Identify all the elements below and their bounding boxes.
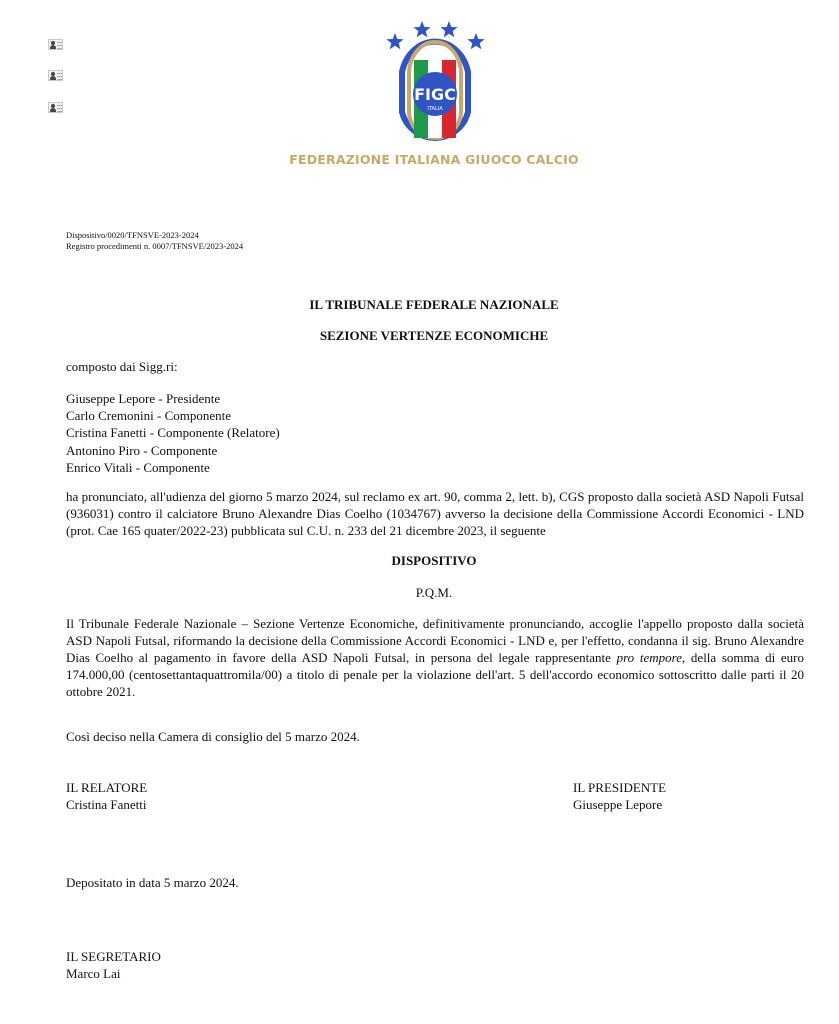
dispositivo-reference: Dispositivo/0020/TFNSVE-2023-2024: [66, 230, 199, 240]
relatore-name: Cristina Fanetti: [66, 797, 147, 812]
member-name: Enrico Vitali - Componente: [66, 459, 210, 475]
pqm-label: P.Q.M.: [415, 585, 453, 600]
logo-subtext: ITALIA: [427, 106, 443, 112]
contact-card-icon: [48, 102, 63, 113]
member-name: Cristina Fanetti - Componente (Relatore): [66, 425, 280, 441]
segretario-role: IL SEGRETARIO: [66, 949, 161, 964]
intro-paragraph: ha pronunciato, all'udienza del giorno 5 marzo 2024, sul reclamo ex art. 90, comma 2, lett. b), CGS proposto dalla società ASD Napoli Futsal (936031) contro il calciatore Bruno Alexandre Dias Coelho (1034767) avverso la decisione della Commissione Accordi Economici - LND (prot. Cae 165 quater/2022-23) pubblicata sul C.U. n. 233 del 21 dicembre 2023, il seguente: [66, 489, 804, 538]
decision-text: , della somma di euro 174.000,00 (centosettantaquattromila/00) a titolo di penale per la violazione dell'art. 5 dell'accordo economico sottoscritto dalle parti il 20 ottobre 2021.: [66, 650, 804, 699]
segretario-name: Marco Lai: [66, 966, 121, 981]
contact-card-icon: [48, 70, 63, 81]
depositato-statement: Depositato in data 5 marzo 2024.: [66, 875, 239, 890]
star-icon: [467, 33, 484, 49]
member-name: Carlo Cremonini - Componente: [66, 408, 232, 424]
federation-name: FEDERAZIONE ITALIANA GIUOCO CALCIO: [289, 152, 579, 167]
tribunal-title: IL TRIBUNALE FEDERALE NAZIONALE: [309, 297, 559, 312]
star-icon: [440, 21, 457, 37]
composto-label: composto dai Sigg.ri:: [66, 359, 178, 374]
deciso-statement: Così deciso nella Camera di consiglio del 5 marzo 2024.: [66, 729, 360, 744]
decision-text: Il Tribunale Federale Nazionale – Sezione Vertenze Economiche, definitivamente pronunciando, accoglie l'appello proposto dalla società ASD Napoli Futsal, riformando la decisione della Commissione Accordi Economici - LND e, per l'effetto, condanna il sig. Bruno Alexandre Dias Coelho al pagamento in favore della ASD Napoli Futsal, in persona del legale rappresentante: [66, 616, 804, 665]
presidente-role: IL PRESIDENTE: [573, 780, 667, 795]
star-icon: [413, 21, 430, 37]
dispositivo-heading: DISPOSITIVO: [391, 553, 477, 568]
decision-italic: pro tempore: [616, 650, 682, 665]
member-name: Giuseppe Lepore - Presidente: [66, 391, 221, 406]
member-name: Antonino Piro - Componente: [66, 442, 218, 458]
presidente-name: Giuseppe Lepore: [573, 797, 663, 812]
contact-card-icon: [48, 39, 63, 50]
decision-paragraph: [66, 615, 804, 700]
members-list: [66, 390, 280, 476]
logo-text: FIGC: [414, 85, 456, 104]
registro-reference: Registro procedimenti n. 0007/TFNSVE/2023-2024: [66, 241, 244, 251]
relatore-role: IL RELATORE: [66, 780, 148, 795]
section-title: SEZIONE VERTENZE ECONOMICHE: [319, 328, 549, 343]
star-icon: [386, 33, 403, 49]
figc-logo: [380, 16, 490, 156]
